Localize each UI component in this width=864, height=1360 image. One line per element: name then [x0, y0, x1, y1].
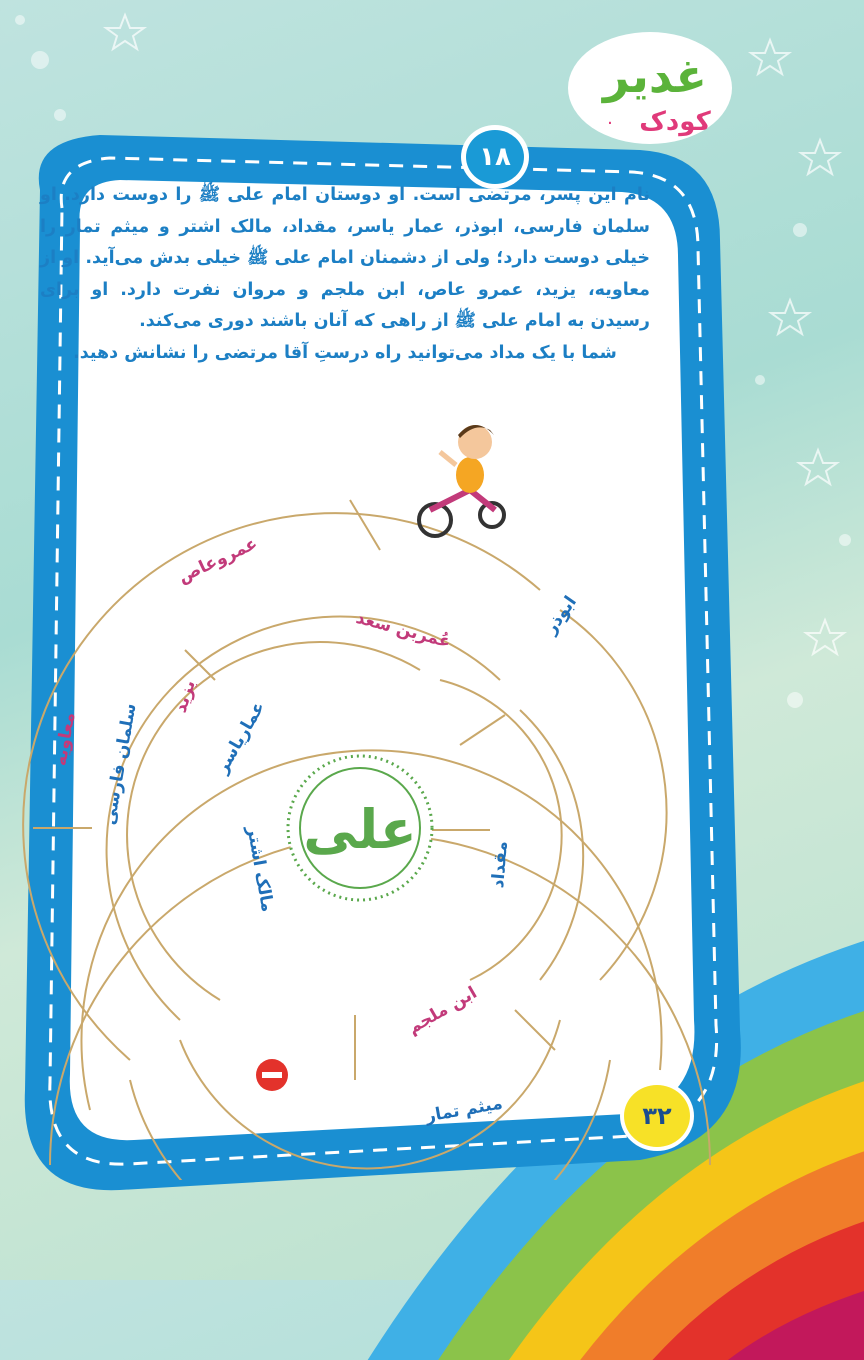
lesson-number: ۱۸ [479, 142, 511, 172]
magazine-logo [565, 30, 735, 150]
label-amr-aas: عمروعاص [175, 533, 261, 588]
label-muawiya: معاویه [50, 710, 80, 768]
label-ammar: عماریاسر [212, 698, 270, 777]
lesson-number-badge [466, 130, 524, 184]
svg-text:۰: ۰ [605, 112, 615, 133]
circular-maze [0, 420, 864, 1180]
label-abuzar: ابوذر [540, 592, 581, 638]
no-entry-sign-icon [256, 1059, 288, 1091]
label-salman: سلمان فارسی [99, 701, 141, 827]
label-malik: مالک اشتر [242, 824, 278, 914]
label-miqdad: مقداد [488, 840, 513, 889]
label-maytham: میثم تمار [424, 1093, 505, 1127]
instructions-text [40, 180, 650, 369]
label-omar-saad: عُمربن سعد [353, 607, 453, 653]
page-number-badge [624, 1085, 690, 1147]
label-yazid: یزید [170, 677, 200, 716]
maze-ring-3 [23, 513, 540, 1060]
logo-sub-text: کودک [639, 107, 711, 137]
center-label: علی [303, 798, 417, 861]
task-instruction: شما با یک مداد می‌توانید راه درستِ آقا مرتضی را نشانش دهید. [73, 342, 617, 363]
boy-on-tricycle-illustration [419, 425, 504, 536]
story-paragraph: نام این پسر، مرتضی است. او دوستان امام علی ﷺ را دوست دارد. او سلمان فارسی، ابوذر، عمار یاسر، مقداد، مالک اشتر و میثم تمار را خیلی دوست دارد؛ ولی از دشمنان امام علی ﷺ خیلی بدش می‌آید. او از معاویه، یزید، عمرو عاص، ابن ملجم و مروان نفرت دارد. او برای رسیدن به امام علی ﷺ از راهی که آنان باشند دوری می‌کند. [40, 185, 650, 331]
label-ibn-muljam: ابن ملجم [404, 982, 481, 1039]
logo-main-text: غدیر [603, 49, 707, 103]
page-number: ۳۲ [642, 1102, 672, 1130]
ali-medallion [288, 756, 432, 900]
